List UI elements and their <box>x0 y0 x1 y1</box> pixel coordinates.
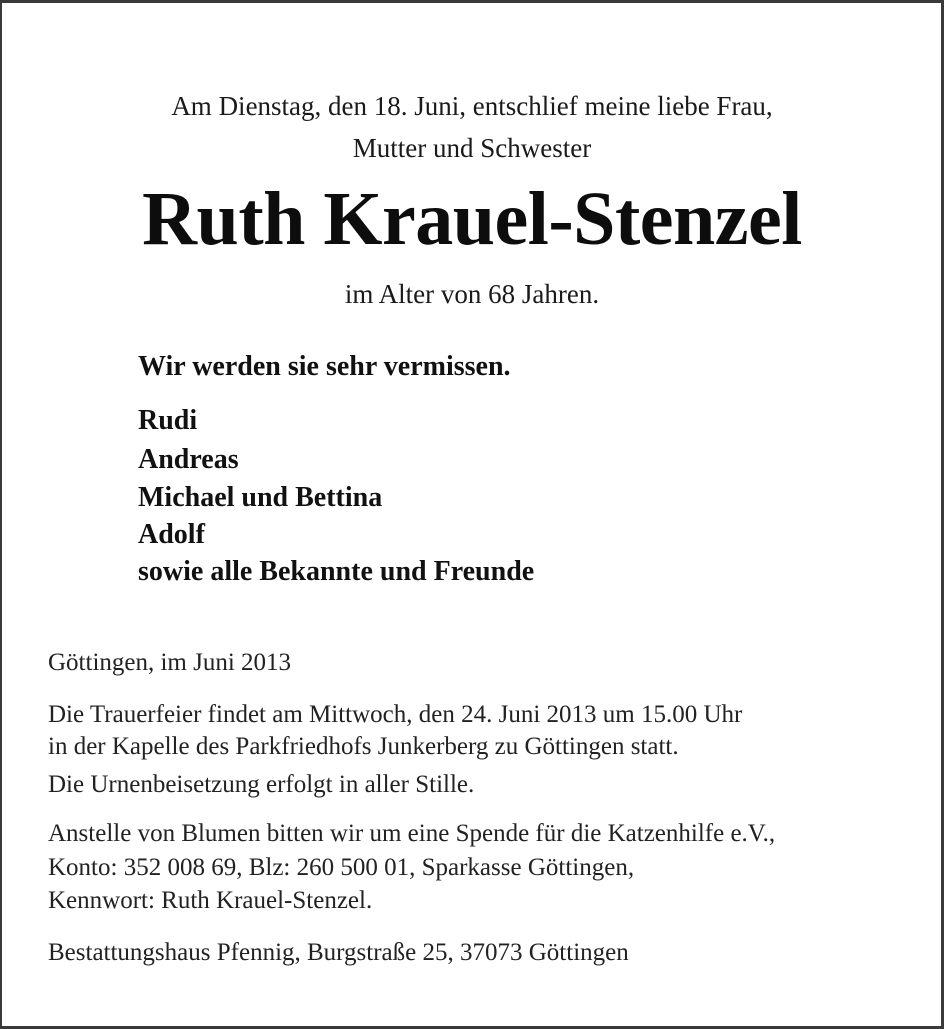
deceased-name: Ruth Krauel-Stenzel <box>142 177 802 261</box>
donation-line-1: Anstelle von Blumen bitten wir um eine Spende für die Katzenhilfe e.V., <box>48 820 776 847</box>
intro-line-1: Am Dienstag, den 18. Juni, entschlief meine liebe Frau, <box>171 91 773 121</box>
age-line: im Alter von 68 Jahren. <box>344 279 600 309</box>
place-date: Göttingen, im Juni 2013 <box>48 649 292 676</box>
donation-line-2: Konto: 352 008 69, Blz: 260 500 01, Sparkasse Göttingen, <box>48 854 635 881</box>
mourner-name: Adolf <box>138 519 205 550</box>
burial-line: Die Urnenbeisetzung erfolgt in aller Stille. <box>48 771 475 798</box>
mourner-name: Rudi <box>138 405 198 436</box>
ceremony-line-1: Die Trauerfeier findet am Mittwoch, den 24. Juni 2013 um 15.00 Uhr <box>48 701 743 728</box>
ceremony-line-2: in der Kapelle des Parkfriedhofs Junkerberg zu Göttingen statt. <box>48 733 679 760</box>
intro-line-2: Mutter und Schwester <box>352 133 592 163</box>
mourner-name: Andreas <box>138 444 239 475</box>
miss-line: Wir werden sie sehr vermissen. <box>138 351 511 382</box>
donation-line-3: Kennwort: Ruth Krauel-Stenzel. <box>48 887 373 914</box>
funeral-home: Bestattungshaus Pfennig, Burgstraße 25, 37073 Göttingen <box>48 939 629 966</box>
mourner-name: sowie alle Bekannte und Freunde <box>138 556 535 587</box>
mourner-name: Michael und Bettina <box>138 482 383 513</box>
